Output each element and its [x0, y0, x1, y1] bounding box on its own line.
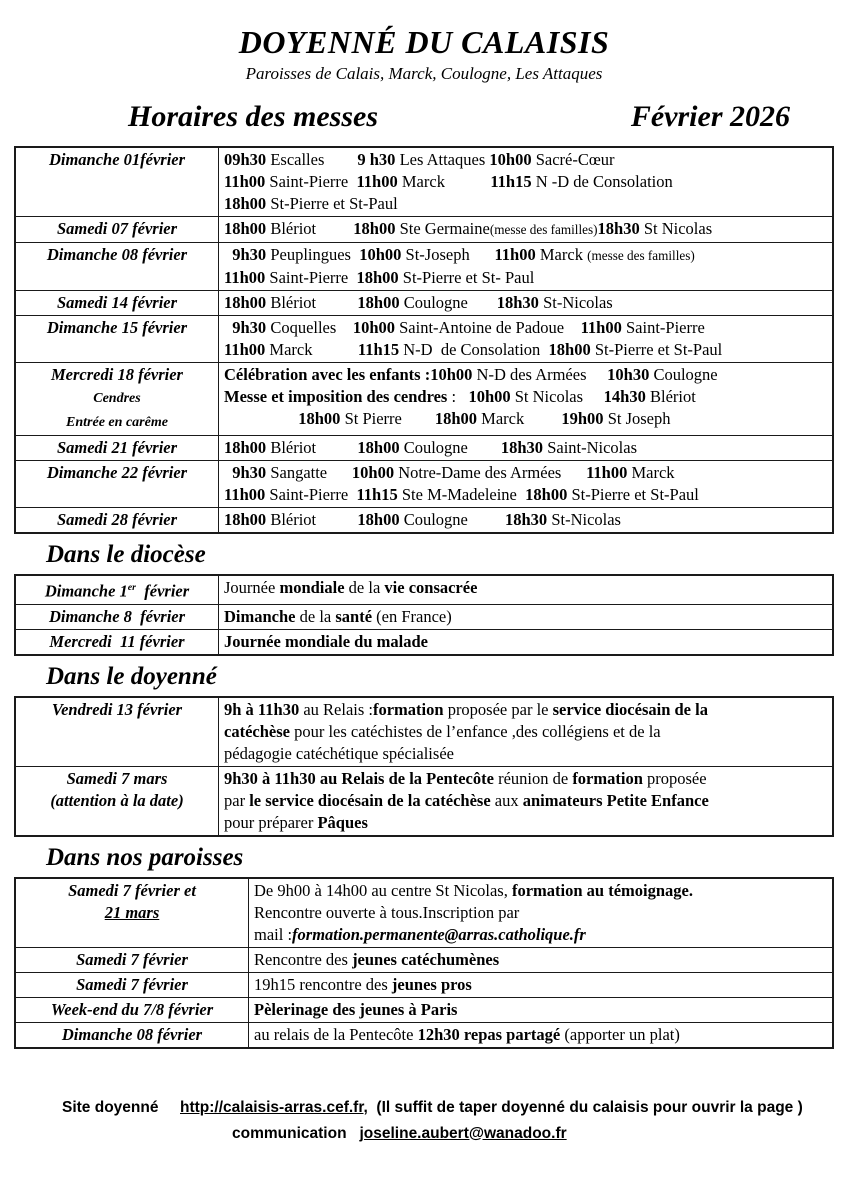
date-cell [15, 508, 219, 534]
text-line: 18h00 Blériot 18h00 Coulogne 18h30 St-Nicolas [224, 293, 613, 312]
text-line: Entrée en carême [66, 415, 168, 430]
text-line: Samedi 07 février [56, 219, 178, 238]
text-line: par le service diocésain de la catéchèse aux animateurs Petite Enfance [224, 790, 709, 810]
text-line: Samedi 28 février [56, 510, 178, 529]
event-cell [219, 243, 834, 291]
event-cell [219, 508, 834, 534]
section-heading-doyenne: Dans le doyenné [46, 662, 217, 690]
paroisses-table [14, 877, 834, 1049]
text-line: Journée mondiale de la vie consacrée [224, 578, 478, 597]
table-row [15, 217, 833, 243]
date-cell [15, 604, 219, 629]
event-cell [219, 363, 834, 436]
table-row [15, 291, 833, 316]
text-line: Rencontre des jeunes catéchumènes [254, 949, 500, 969]
section-heading-diocese: Dans le diocèse [46, 541, 206, 568]
table-row [15, 461, 833, 508]
text-line: Samedi 7 février [76, 974, 188, 994]
table-row [15, 508, 833, 534]
event-cell [219, 461, 834, 508]
text-line: Samedi 14 février [56, 293, 178, 312]
table-row [15, 316, 833, 363]
table-row [15, 629, 833, 655]
text-line: Dimanche 22 février [46, 463, 188, 482]
date-cell [15, 147, 219, 217]
text-line: Mercredi 18 février [51, 365, 183, 384]
date-cell [15, 217, 219, 243]
event-cell [219, 316, 834, 363]
text-line: 9h30 à 11h30 au Relais de la Pentecôte réunion de formation proposée [224, 768, 707, 788]
table-row [15, 997, 833, 1022]
date-cell [15, 947, 249, 972]
table-row [15, 436, 833, 461]
doyenne-table [14, 696, 834, 837]
text-line: catéchèse pour les catéchistes de l’enfance ,des collégiens et de la [224, 721, 661, 741]
document-footer [0, 1095, 848, 1147]
event-cell [219, 147, 834, 217]
text-line: Pèlerinage des jeunes à Paris [254, 999, 458, 1019]
diocese-table [14, 574, 834, 656]
date-cell [15, 436, 219, 461]
text-line: Rencontre ouverte à tous.Inscription par [254, 902, 520, 922]
table-row [15, 575, 833, 604]
page-subtitle: Paroisses de Calais, Marck, Coulogne, Les Attaques [245, 64, 603, 83]
table-row [15, 147, 833, 217]
table-row [15, 1022, 833, 1048]
text-line: Dimanche 8 février [48, 606, 186, 626]
table-row [15, 947, 833, 972]
text-line: 11h00 Saint-Pierre 11h00 Marck 11h15 N -D de Consolation [224, 172, 673, 191]
text-line: Célébration avec les enfants :10h00 N-D des Armées 10h30 Coulogne [224, 365, 718, 384]
text-line: 18h00 Blériot 18h00 Ste Germaine(messe des familles)18h30 St Nicolas [224, 219, 713, 238]
table-row [15, 604, 833, 629]
text-line: mail :formation.permanente@arras.catholique.fr [254, 924, 586, 944]
event-cell [219, 629, 834, 655]
text-line: Samedi 21 février [56, 438, 178, 457]
text-line: 11h00 Saint-Pierre 11h15 Ste M-Madeleine 18h00 St-Pierre et St-Paul [224, 485, 699, 504]
text-line: Samedi 7 février et [68, 880, 196, 900]
date-cell [15, 575, 219, 604]
text-line: Vendredi 13 février [51, 699, 183, 719]
text-line: 18h00 Blériot 18h00 Coulogne 18h30 Saint-Nicolas [224, 438, 638, 457]
event-cell [249, 972, 834, 997]
site-note: , (Il suffit de taper doyenné du calaisis pour ouvrir la page ) [363, 1098, 803, 1116]
text-line: 9h30 Sangatte 10h00 Notre-Dame des Armées 11h00 Marck [232, 463, 675, 482]
text-line: 18h00 St-Pierre et St-Paul [224, 194, 398, 213]
text-line: Week-end du 7/8 février [50, 999, 214, 1019]
text-line: Messe et imposition des cendres : 10h00 St Nicolas 14h30 Blériot [224, 387, 696, 406]
date-cell [15, 363, 219, 436]
mass-schedule-table [14, 146, 834, 534]
date-cell [15, 697, 219, 767]
event-cell [219, 575, 834, 604]
email-link[interactable]: joseline.aubert@wanadoo.fr [359, 1124, 567, 1142]
event-cell [219, 766, 834, 836]
table-row [15, 363, 833, 436]
date-cell [15, 243, 219, 291]
date-cell [15, 291, 219, 316]
document-header [0, 0, 848, 146]
text-line: Journée mondiale du malade [224, 631, 428, 651]
text-line: (attention à la date) [50, 790, 184, 810]
text-line: 9h30 Coquelles 10h00 Saint-Antoine de Padoue 11h00 Saint-Pierre [232, 318, 705, 337]
communication-label: communication [232, 1124, 360, 1142]
event-cell [219, 291, 834, 316]
event-cell [219, 697, 834, 767]
text-line: Dimanche 08 février [46, 245, 188, 264]
text-line: Samedi 7 février [76, 949, 188, 969]
date-cell [15, 316, 219, 363]
footer-communication-line [0, 1121, 848, 1147]
text-line: 09h30 Escalles 9 h30 Les Attaques 10h00 Sacré-Cœur [224, 150, 615, 169]
text-line: 11h00 Saint-Pierre 18h00 St-Pierre et St- Paul [224, 268, 535, 287]
text-line: Dimanche 08 février [61, 1024, 203, 1044]
site-label: Site doyenné [62, 1098, 180, 1116]
text-line: Dimanche 1er février [44, 581, 190, 601]
schedule-title: Horaires des messes [128, 100, 378, 133]
text-line: 18h00 St Pierre 18h00 Marck 19h00 St Joseph [298, 409, 671, 428]
section-heading-paroisses: Dans nos paroisses [46, 843, 244, 871]
table-row [15, 972, 833, 997]
date-cell [15, 766, 219, 836]
paroisses-table-body [15, 878, 833, 1048]
text-line: Dimanche 15 février [46, 318, 188, 337]
event-cell [249, 947, 834, 972]
text-line: 9h à 11h30 au Relais :formation proposée par le service diocésain de la [224, 699, 708, 719]
text-line: Cendres [93, 391, 141, 406]
page-title: DOYENNÉ DU CALAISIS [238, 24, 610, 60]
text-line: pédagogie catéchétique spécialisée [224, 743, 454, 763]
doyenne-table-body [15, 697, 833, 836]
text-line: 21 mars [104, 902, 160, 922]
date-cell [15, 972, 249, 997]
date-cell [15, 997, 249, 1022]
mass-schedule-body [15, 147, 833, 533]
event-cell [219, 217, 834, 243]
table-row [15, 878, 833, 948]
footer-site-line [0, 1095, 848, 1121]
text-line: 11h00 Marck 11h15 N-D de Consolation 18h00 St-Pierre et St-Paul [224, 340, 723, 359]
diocese-table-body [15, 575, 833, 655]
text-line: Samedi 7 mars [66, 768, 168, 788]
text-line: pour préparer Pâques [224, 812, 368, 832]
site-link[interactable]: http://calaisis-arras.cef.fr [180, 1098, 364, 1116]
text-line: Dimanche de la santé (en France) [224, 606, 452, 626]
text-line: 19h15 rencontre des jeunes pros [254, 974, 472, 994]
table-row [15, 766, 833, 836]
event-cell [249, 878, 834, 948]
event-cell [219, 604, 834, 629]
date-cell [15, 1022, 249, 1048]
text-line: De 9h00 à 14h00 au centre St Nicolas, formation au témoignage. [254, 880, 694, 900]
date-cell [15, 878, 249, 948]
event-cell [219, 436, 834, 461]
text-line: Dimanche 01février [48, 150, 186, 169]
event-cell [249, 997, 834, 1022]
schedule-title-row [0, 84, 848, 146]
text-line: 18h00 Blériot 18h00 Coulogne 18h30 St-Nicolas [224, 510, 621, 529]
table-row [15, 243, 833, 291]
schedule-month: Février 2026 [630, 100, 790, 133]
text-line: 9h30 Peuplingues 10h00 St-Joseph 11h00 Marck (messe des familles) [232, 245, 695, 264]
event-cell [249, 1022, 834, 1048]
text-line: au relais de la Pentecôte 12h30 repas partagé (apporter un plat) [254, 1024, 680, 1044]
date-cell [15, 629, 219, 655]
table-row [15, 697, 833, 767]
date-cell [15, 461, 219, 508]
text-line: Mercredi 11 février [49, 631, 185, 651]
